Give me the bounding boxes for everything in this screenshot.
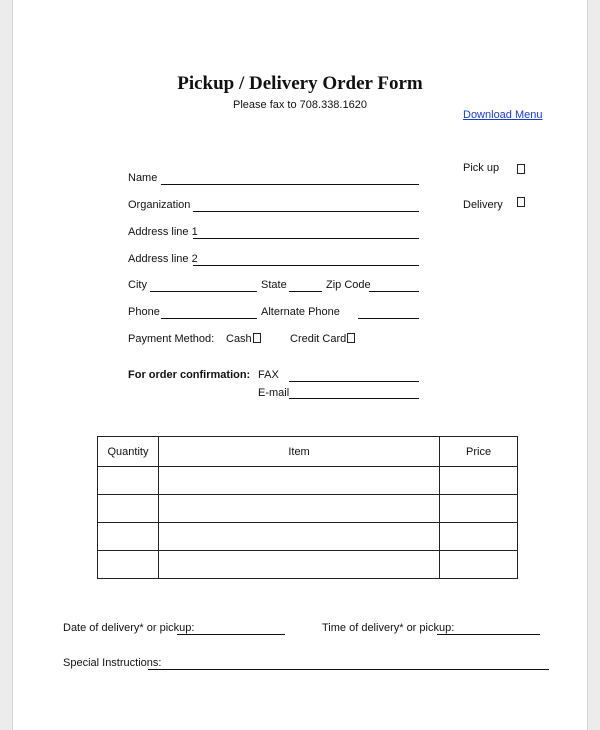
quantity-cell[interactable] <box>98 495 159 523</box>
cash-label: Cash <box>226 333 252 345</box>
credit-card-label: Credit Card <box>290 333 347 345</box>
price-cell[interactable] <box>440 551 518 579</box>
organization-field[interactable] <box>193 211 419 212</box>
delivery-time-label: Time of delivery* or pickup: <box>322 622 455 634</box>
special-instructions-field[interactable] <box>148 669 549 670</box>
quantity-column-header: Quantity <box>98 437 159 467</box>
state-field[interactable] <box>289 291 322 292</box>
city-label: City <box>128 279 147 291</box>
address1-field[interactable] <box>193 238 419 239</box>
download-menu-link[interactable]: Download Menu <box>463 109 543 121</box>
price-cell[interactable] <box>440 495 518 523</box>
pickup-checkbox[interactable] <box>517 164 525 174</box>
alt-phone-field[interactable] <box>358 318 419 319</box>
delivery-label: Delivery <box>463 199 503 211</box>
page-title: Pickup / Delivery Order Form <box>177 73 423 94</box>
quantity-cell[interactable] <box>98 467 159 495</box>
item-cell[interactable] <box>158 523 439 551</box>
phone-field[interactable] <box>161 318 257 319</box>
item-cell[interactable] <box>158 551 439 579</box>
table-header-row <box>98 437 518 467</box>
zip-field[interactable] <box>369 291 419 292</box>
cash-checkbox[interactable] <box>253 333 261 343</box>
payment-method-label: Payment Method: <box>128 333 215 345</box>
alt-phone-label: Alternate Phone <box>261 306 340 318</box>
delivery-checkbox[interactable] <box>517 197 525 207</box>
item-cell[interactable] <box>158 495 439 523</box>
address2-field[interactable] <box>193 265 419 266</box>
table-row <box>98 523 518 551</box>
fax-instruction: Please fax to 708.338.1620 <box>233 99 367 111</box>
fax-field[interactable] <box>289 381 419 382</box>
order-items-table <box>97 436 518 579</box>
pickup-label: Pick up <box>463 162 500 174</box>
state-label: State <box>261 279 287 291</box>
table-row <box>98 495 518 523</box>
price-column-header: Price <box>440 437 518 467</box>
city-field[interactable] <box>150 291 257 292</box>
organization-label: Organization <box>128 199 191 211</box>
address2-label: Address line 2 <box>128 253 198 265</box>
table-row <box>98 551 518 579</box>
delivery-date-label: Date of delivery* or pickup: <box>63 622 195 634</box>
price-cell[interactable] <box>440 523 518 551</box>
address1-label: Address line 1 <box>128 226 198 238</box>
name-label: Name <box>128 172 158 184</box>
special-instructions-label: Special Instructions: <box>63 657 162 669</box>
phone-label: Phone <box>128 306 160 318</box>
name-field[interactable] <box>161 184 419 185</box>
credit-card-checkbox[interactable] <box>347 333 355 343</box>
order-confirmation-label: For order confirmation: <box>128 369 251 381</box>
fax-label: FAX <box>258 369 279 381</box>
price-cell[interactable] <box>440 467 518 495</box>
zip-label: Zip Code <box>326 279 371 291</box>
item-cell[interactable] <box>158 467 439 495</box>
table-row <box>98 467 518 495</box>
form-page <box>12 0 588 730</box>
email-field[interactable] <box>289 398 419 399</box>
item-column-header: Item <box>158 437 439 467</box>
delivery-time-field[interactable] <box>437 634 540 635</box>
quantity-cell[interactable] <box>98 523 159 551</box>
cash-option[interactable] <box>226 333 261 345</box>
credit-card-option[interactable] <box>290 333 355 345</box>
quantity-cell[interactable] <box>98 551 159 579</box>
delivery-date-field[interactable] <box>177 634 285 635</box>
email-label: E-mail <box>258 387 290 399</box>
